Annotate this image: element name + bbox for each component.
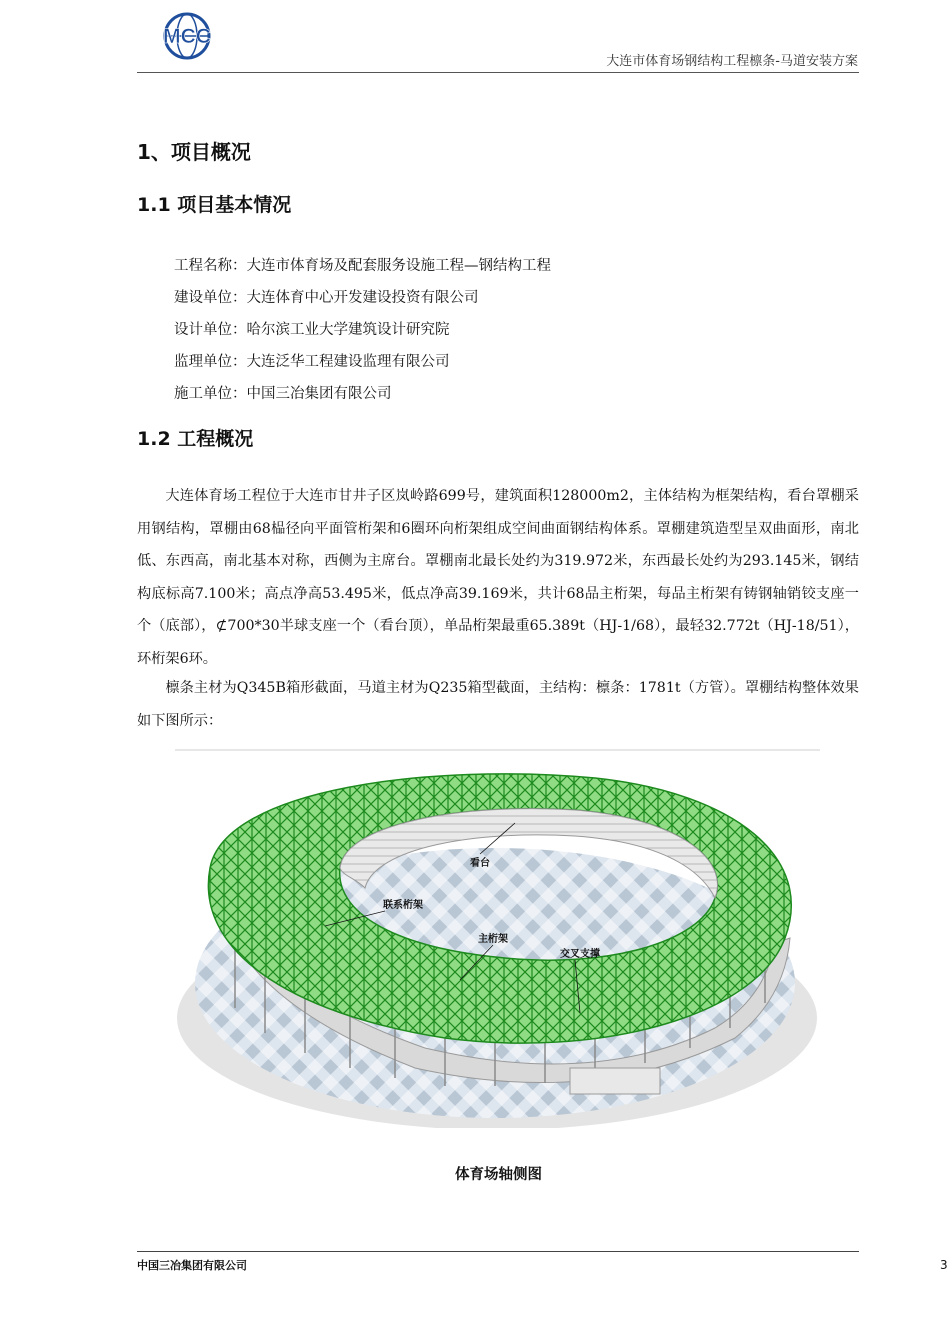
figure-caption: 体育场轴侧图 <box>455 1167 542 1183</box>
logo-text: MCC <box>163 25 211 48</box>
owner-item: 建设单位：大连体育中心开发建设投资有限公司 <box>174 290 479 306</box>
section-1-1-heading: 1.1 项目基本情况 <box>137 194 292 216</box>
label-main-truss: 主桁架 <box>478 934 508 945</box>
stadium-axonometric-figure <box>175 748 820 1128</box>
overview-paragraph-1: 大连体育场工程位于大连市甘井子区岚岭路699号，建筑面积128000m2，主体结构为框架结构，看台罩棚采用钢结构，罩棚由68榀径向平面管桁架和6圈环向桁架组成空间曲面钢结构体系。罩棚建筑造型呈双曲面形，南北低、东西高，南北基本对称，西侧为主席台。罩棚南北最长处约为319.972米，东西最长处约为293.145米，钢结构底标高7.100米；高点净高53.495米，低点净高39.169米，共计68品主桁架，每品主桁架有铸钢轴销铰支座一个（底部），⊄700*30半球支座一个（看台顶），单品桁架最重65.389t（HJ-1/68），最轻32.772t（HJ-18/51），环桁架6环。 <box>137 488 859 667</box>
project-info-list <box>174 250 551 410</box>
section-1-2-heading: 1.2 工程概况 <box>137 428 254 450</box>
label-cross-brace: 交叉支撑 <box>560 949 600 960</box>
designer-item: 设计单位：哈尔滨工业大学建筑设计研究院 <box>174 322 450 338</box>
label-link-truss: 联系桁架 <box>383 900 423 911</box>
contractor-item: 施工单位：中国三冶集团有限公司 <box>174 386 392 402</box>
footer-divider <box>137 1251 859 1252</box>
label-stands: 看台 <box>470 858 490 869</box>
overview-paragraph-2: 檩条主材为Q345B箱形截面，马道主材为Q235箱型截面，主结构：檩条：1781t（方管）。罩棚结构整体效果如下图所示： <box>137 680 859 729</box>
header-title: 大连市体育场钢结构工程檩条-马道安装方案 <box>606 54 858 69</box>
project-name-item: 工程名称：大连市体育场及配套服务设施工程—钢结构工程 <box>174 258 551 274</box>
footer-company: 中国三冶集团有限公司 <box>137 1259 247 1272</box>
page-number: 3 <box>940 1258 948 1272</box>
header-divider <box>137 72 859 73</box>
mcc-logo-icon <box>150 12 224 64</box>
supervisor-item: 监理单位：大连泛华工程建设监理有限公司 <box>174 354 450 370</box>
section-1-heading: 1、项目概况 <box>137 140 251 164</box>
